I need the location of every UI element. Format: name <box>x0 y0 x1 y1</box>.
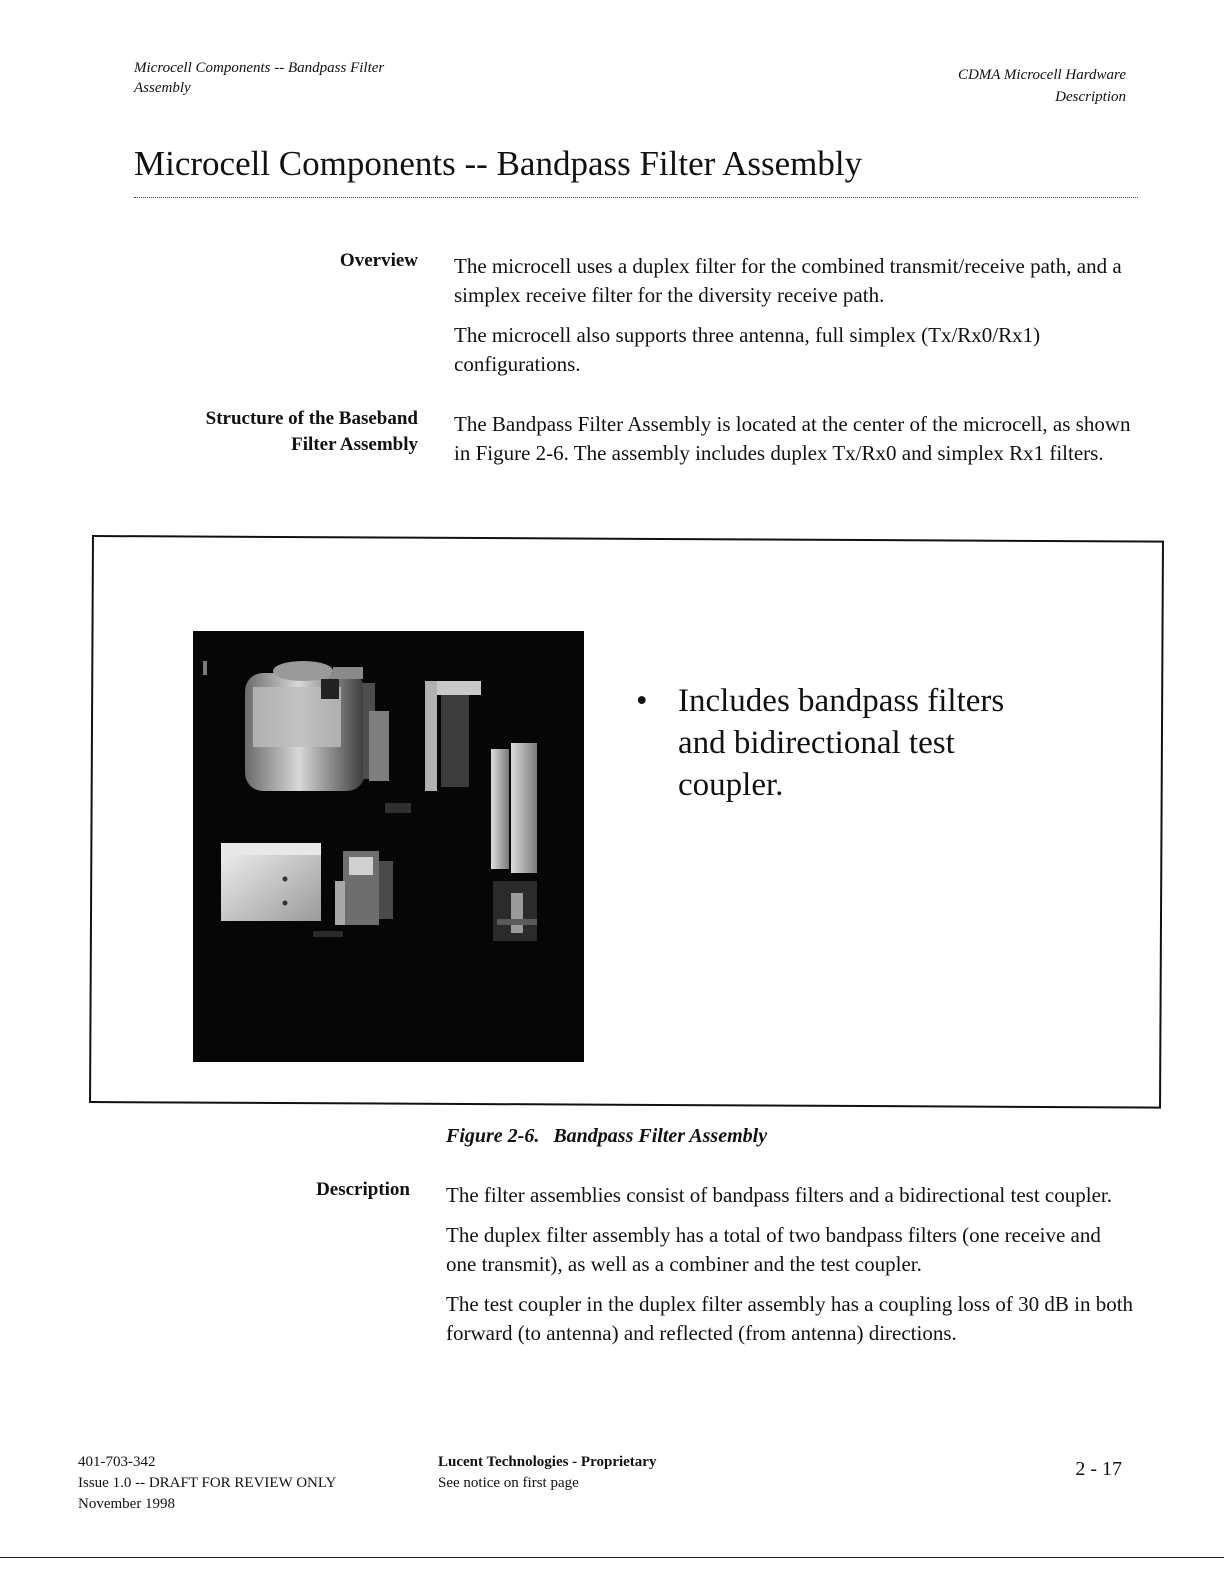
page-title: Microcell Components -- Bandpass Filter Assembly <box>134 144 863 183</box>
header-right-line2: Description <box>1055 89 1126 105</box>
title-divider <box>134 197 1138 198</box>
overview-paragraph-1: The microcell uses a duplex filter for the combined transmit/receive path, and a simplex receive filter for the diversity receive path. <box>454 254 1122 307</box>
structure-heading-line2: Filter Assembly <box>291 434 418 455</box>
caption-title: Bandpass Filter Assembly <box>553 1125 768 1147</box>
footer-doc-number: 401-703-342 <box>78 1454 156 1470</box>
footer-company: Lucent Technologies - Proprietary <box>438 1454 657 1470</box>
footer-left <box>78 1452 418 1515</box>
header-right-line1: CDMA Microcell Hardware <box>957 67 1126 83</box>
bandpass-filter-photo <box>193 631 584 1062</box>
description-paragraph-3: The test coupler in the duplex filter assembly has a coupling loss of 30 dB in both forward (to antenna) and reflected (from antenna) directions. <box>446 1292 1134 1345</box>
structure-body <box>454 410 1144 479</box>
page-number: 2 - 17 <box>1075 1458 1122 1480</box>
caption-number: Figure 2-6. <box>446 1125 540 1147</box>
overview-heading: Overview <box>339 250 418 271</box>
structure-heading <box>118 406 418 458</box>
overview-body <box>454 252 1144 390</box>
header-left-line2: Assembly <box>134 80 191 96</box>
footer-issue: Issue 1.0 -- DRAFT FOR REVIEW ONLY <box>78 1475 337 1491</box>
footer-middle <box>438 1452 778 1494</box>
description-paragraph-2: The duplex filter assembly has a total of two bandpass filters (one receive and one transmit), as well as a combiner and the test coupler. <box>446 1223 1101 1276</box>
footer-date: November 1998 <box>78 1496 176 1512</box>
overview-paragraph-2: The microcell also supports three antenna, full simplex (Tx/Rx0/Rx1) configurations. <box>454 323 1041 376</box>
bullet-text: Includes bandpass filters and bidirectional test coupler. <box>678 683 1005 803</box>
running-header-right <box>826 64 1126 108</box>
structure-paragraph-1: The Bandpass Filter Assembly is located at the center of the microcell, as shown in Figure 2-6. The assembly includes duplex Tx/Rx0 and simplex Rx1 filters. <box>454 412 1131 465</box>
footer-notice: See notice on first page <box>438 1475 579 1491</box>
description-heading: Description <box>316 1179 410 1200</box>
header-left-line1: Microcell Components -- Bandpass Filter <box>134 60 385 76</box>
figure-caption <box>446 1122 767 1150</box>
description-body <box>446 1181 1136 1359</box>
running-header-left <box>134 58 494 98</box>
bullet-marker: • <box>636 683 648 719</box>
description-paragraph-1: The filter assemblies consist of bandpass filters and a bidirectional test coupler. <box>446 1183 1112 1207</box>
bottom-divider <box>0 1557 1224 1558</box>
structure-heading-line1: Structure of the Baseband <box>205 408 418 429</box>
